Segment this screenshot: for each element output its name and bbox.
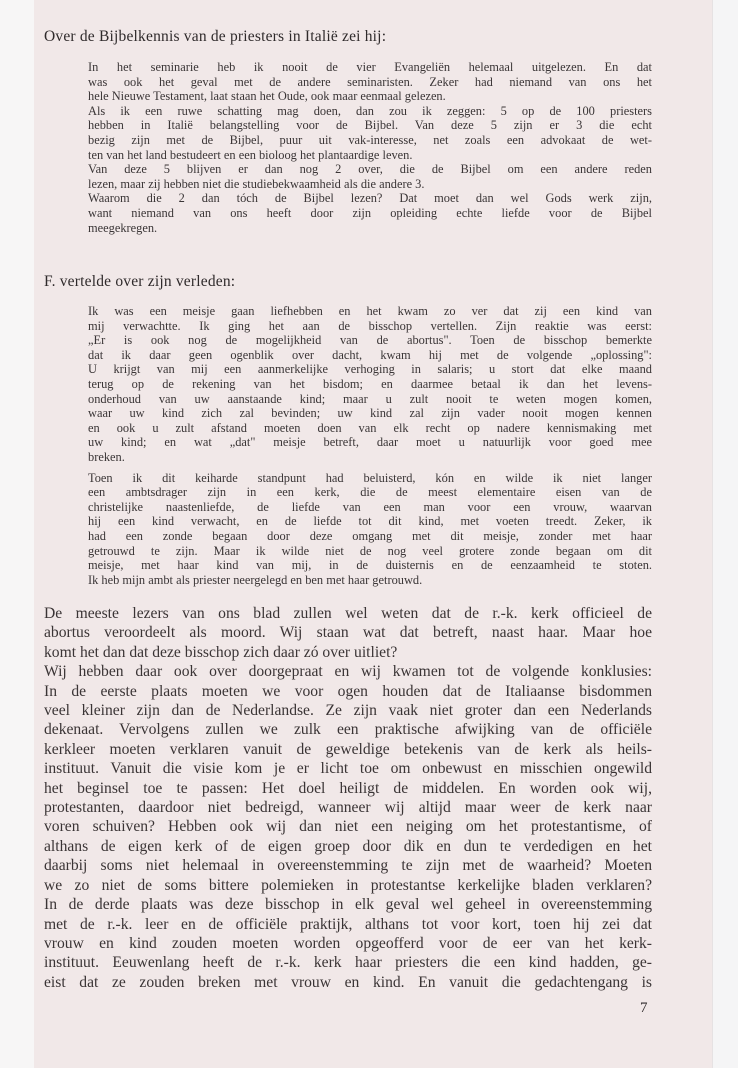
text-line: hele Nieuwe Testament, laat staan het Oude, ook maar eenmaal gelezen. bbox=[88, 89, 446, 104]
text-line: protestanten, daardoor niet bedreigd, wanneer wij altijd maar weer de kerk naar bbox=[44, 799, 652, 817]
text-line: uw kind; en wat „dat" meisje betreft, daar moet u natuurlijk voor goed mee bbox=[88, 435, 652, 450]
text-line: onderhoud van uw aanstaande kind; maar u zult nooit te weten mogen komen, bbox=[88, 391, 652, 406]
quote-bible-knowledge bbox=[88, 60, 652, 235]
paragraph bbox=[88, 191, 652, 235]
text-line: want niemand van ons heeft door zijn opleiding echte liefde voor de Bijbel bbox=[88, 205, 652, 220]
text-line: breken. bbox=[88, 449, 125, 464]
intro-past: F. vertelde over zijn verleden: bbox=[44, 273, 236, 290]
text-line: instituut. Vanuit die visie kom je er licht toe om onbewust en misschien ongewild bbox=[44, 760, 652, 778]
text-line: meisje, met haar kind van mij, in de duisternis en de eenzaamheid te stoten. bbox=[88, 558, 652, 573]
text-line: eist dat ze zouden breken met vrouw en kind. En vanuit die gedachtengang is bbox=[44, 973, 652, 991]
text-line: christelijke naastenliefde, de liefde van een man voor een vrouw, waarvan bbox=[88, 499, 652, 514]
text-line: en ook u zult afstand moeten doen van elk recht op nadere kennismaking met bbox=[88, 420, 652, 435]
text-line: bezig zijn met de Bijbel, puur uit vak-interesse, net zoals een advokaat de wet- bbox=[88, 132, 652, 147]
text-line: In het seminarie heb ik nooit de vier Evangeliën helemaal uitgelezen. En dat bbox=[88, 60, 652, 74]
text-line: lezen, maar zij hebben niet die studiebekwaamheid als die andere 3. bbox=[88, 176, 425, 191]
main-text bbox=[44, 604, 652, 992]
paragraph bbox=[88, 60, 652, 104]
text-line: kerkleer moeten verklaren vanuit de geweldige betekenis van de kerk als heils- bbox=[44, 740, 652, 758]
text-line: komt het dan dat deze bisschop zich daar zó over uitliet? bbox=[44, 643, 398, 661]
scan-edge bbox=[712, 0, 738, 1068]
text-line: Toen ik dit keiharde standpunt had beluisterd, kón en wilde ik niet langer bbox=[88, 470, 652, 485]
text-line: vrouw en kind zouden moeten worden opgeofferd voor de eer van het kerk- bbox=[44, 934, 652, 952]
text-line: met de r.-k. leer en de officiële praktijk, althans tot voor kort, toen hij zei dat bbox=[44, 915, 652, 933]
text-line: terug op de rekening van het bisdom; en daarmee betaal ik dan het levens- bbox=[88, 376, 652, 391]
text-line: Wij hebben daar ook over doorgepraat en wij kwamen tot de volgende konklusies: bbox=[44, 663, 652, 681]
text-line: abortus veroordeelt als moord. Wij staan wat dat betreft, naast haar. Maar hoe bbox=[44, 624, 652, 642]
text-line: mij verwachtte. Ik ging het aan de bisschop vertellen. Zijn reaktie was eerst: bbox=[88, 318, 652, 333]
text-line: veel kleiner zijn dan de Nederlandse. Ze zijn vaak niet groter dan een Nederlands bbox=[44, 702, 652, 720]
text-line: meegekregen. bbox=[88, 220, 158, 235]
page-number: 7 bbox=[640, 1000, 648, 1016]
text-line: voren schuiven? Hebben ook wij dan niet een neiging om het protestantisme, of bbox=[44, 818, 652, 836]
paragraph bbox=[88, 471, 652, 588]
text-line: „Er is ook nog de mogelijkheid van de abortus". Toen de bisschop bemerkte bbox=[88, 333, 652, 348]
paragraph bbox=[44, 604, 652, 662]
text-line: hebben in Italië belangstelling voor de Bijbel. Van deze 5 zijn er 3 die echt bbox=[88, 118, 652, 133]
text-line: Waarom die 2 dan tóch de Bijbel lezen? Dat moet dan wel Gods werk zijn, bbox=[88, 191, 652, 206]
text-line: daarbij soms niet helemaal in overeenstemming te zijn met de waarheid? Moeten bbox=[44, 857, 652, 875]
text-line: Ik heb mijn ambt als priester neergelegd en ben met haar getrouwd. bbox=[88, 572, 423, 587]
paragraph bbox=[88, 304, 652, 465]
text-line: had een zonde begaan door deze omgang met dit meisje, zonder met haar bbox=[88, 528, 652, 543]
paragraph bbox=[44, 662, 652, 992]
text-line: De meeste lezers van ons blad zullen wel weten dat de r.-k. kerk officieel de bbox=[44, 605, 652, 622]
text-line: het beginsel toe te passen: Het doel heiligt de middelen. En worden ook wij, bbox=[44, 779, 652, 797]
text-line: Van deze 5 blijven er dan nog 2 over, die de Bijbel om een andere reden bbox=[88, 162, 652, 177]
text-line: dekenaat. Vervolgens zullen we zulk een praktische afwijking van de officiële bbox=[44, 721, 652, 739]
text-line: waar uw kind zich zal bevinden; uw kind zal zijn vader nooit mogen kennen bbox=[88, 406, 652, 421]
paragraph bbox=[88, 162, 652, 191]
text-line: hij een kind verwacht, en de liefde tot dit kind, met voeten treedt. Zeker, ik bbox=[88, 514, 652, 529]
text-line: In de derde plaats was deze bisschop in elk geval wel geheel in overeenstemming bbox=[44, 896, 652, 914]
text-line: we zo niet de soms bittere polemieken in protestantse kerkelijke bladen verklaren? bbox=[44, 876, 652, 894]
intro-bible-knowledge: Over de Bijbelkennis van de priesters in Italië zei hij: bbox=[44, 28, 387, 45]
text-line: althans de eigen kerk of de eigen groep door dik en dun te verdedigen en het bbox=[44, 837, 652, 855]
text-line: ten van het land bestudeert en een bioloog het plantaardige leven. bbox=[88, 147, 413, 162]
text-line: was ook het geval met de andere seminaristen. Zeker had niemand van ons het bbox=[88, 74, 652, 89]
text-line: In de eerste plaats moeten we voor ogen houden dat de Italiaanse bisdommen bbox=[44, 682, 652, 700]
text-line: een ambtsdrager zijn in een kerk, die de meest elementaire eisen van de bbox=[88, 485, 652, 500]
text-line: instituut. Eeuwenlang heeft de r.-k. kerk haar priesters die een kind hadden, ge- bbox=[44, 954, 652, 972]
paragraph bbox=[88, 104, 652, 162]
text-line: U krijgt van mij een aanmerkelijke verhoging in salaris; u stort dat elke maand bbox=[88, 362, 652, 377]
quote-past bbox=[88, 304, 652, 587]
text-line: dat ik daar geen ogenblik over dacht, kwam hij met de volgende „oplossing": bbox=[88, 347, 652, 362]
text-line: getrouwd te zijn. Maar ik wilde niet de nog veel grotere zonde begaan om dit bbox=[88, 543, 652, 558]
text-line: Als ik een ruwe schatting mag doen, dan zou ik zeggen: 5 op de 100 priesters bbox=[88, 103, 652, 118]
text-line: Ik was een meisje gaan liefhebben en het kwam zo ver dat zij een kind van bbox=[88, 304, 652, 318]
